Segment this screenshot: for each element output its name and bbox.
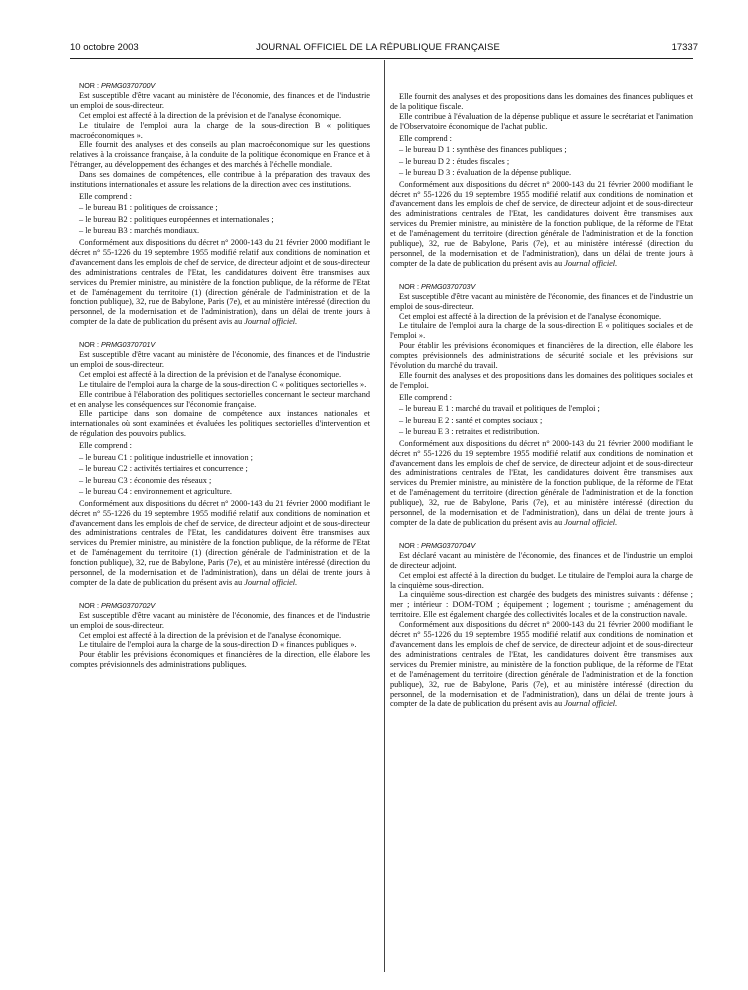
nor-reference: NOR : PRMG0370704V: [399, 540, 476, 550]
paragraph: La cinquième sous-direction est chargée des budgets des ministres suivants : défense ; mer ; intérieur : DOM-TOM ; équipement ; logement ; tourisme ; aménagement du territoire. Elle est également chargée des collectivités locales et de la construction navale.: [390, 590, 693, 620]
closing-paragraph: Conformément aux dispositions du décret n° 2000-143 du 21 février 2000 modifiant le décret n° 55-1226 du 19 septembre 1955 modifié relatif aux conditions de nomination et d'avancement dans les emplois de chef de service, de directeur adjoint et de sous-directeur des administrations centrales de l'Etat, les candidatures doivent être transmises aux services du Premier ministre, au ministère de la fonction publique, de la réforme de l'Etat et de l'aménagement du territoire (1) (direction générale de l'administration et de la fonction publique), 32, rue de Babylone, Paris (7e), et au ministère intéressé (direction du personnel, de la modernisation et de l'administration), dans un délai de trente jours à compter de la date de publication du présent avis au Journal officiel.: [70, 237, 370, 327]
list-item: – le bureau E 2 : santé et comptes sociaux ;: [399, 415, 543, 425]
paragraph: Dans ses domaines de compétences, elle contribue à la préparation des travaux des institutions internationales et assure les relations de la direction avec ces institutions.: [70, 170, 370, 190]
paragraph: Elle fournit des analyses et des propositions dans les domaines des politiques sociales et de l'emploi.: [390, 370, 693, 390]
journal-title: JOURNAL OFFICIEL DE LA RÉPUBLIQUE FRANÇAISE: [256, 42, 500, 53]
vacancy-notice-continued: [390, 92, 693, 269]
paragraph: Cet emploi est affecté à la direction de la prévision et de l'analyse économique.: [79, 630, 342, 640]
paragraph: Le titulaire de l'emploi aura la charge de la sous-direction B « politiques macroéconomiques ».: [70, 120, 370, 140]
page-header: [58, 42, 698, 56]
page-number: 17337: [671, 42, 698, 53]
column-divider: [384, 60, 385, 972]
list-item: – le bureau C1 : politique industrielle et innovation ;: [79, 452, 253, 462]
paragraph: Cet emploi est affecté à la direction de la prévision et de l'analyse économique.: [399, 311, 662, 321]
closing-paragraph: Conformément aux dispositions du décret n° 2000-143 du 21 février 2000 modifiant le décret n° 55-1226 du 19 septembre 1955 modifié relatif aux conditions de nomination et d'avancement dans les emplois de chef de service, de directeur adjoint et de sous-directeur des administrations centrales de l'Etat, les candidatures doivent être transmises aux services du Premier ministre, au ministère de la fonction publique, de la réforme de l'Etat et de l'aménagement du territoire (direction générale de l'administration et de la fonction publique), 32, rue de Babylone, Paris (7e), et au ministère intéressé (direction du personnel, de la modernisation et de l'administration), dans un délai de trente jours à compter de la date de publication du présent avis au Journal officiel.: [390, 620, 693, 709]
publication-date: 10 octobre 2003: [70, 42, 139, 53]
list-item: – le bureau B1 : politiques de croissance ;: [79, 203, 218, 213]
closing-paragraph: Conformément aux dispositions du décret n° 2000-143 du 21 février 2000 modifiant le décret n° 55-1226 du 19 septembre 1955 modifié relatif aux conditions de nomination et d'avancement dans les emplois de chef de service, de directeur adjoint et de sous-directeur des administrations centrales de l'Etat, les candidatures doivent être transmises aux services du Premier ministre, au ministère de la fonction publique, de la réforme de l'Etat et de l'aménagement du territoire (direction générale de l'administration et de la fonction publique), 32, rue de Babylone, Paris (7e), et au ministère intéressé (direction du personnel, de la modernisation et de l'administration), dans un délai de trente jours à compter de la date de publication du présent avis au Journal officiel.: [390, 179, 693, 268]
vacancy-notice: [390, 541, 693, 709]
paragraph: Elle contribue à l'évaluation de la dépense publique et assure le secrétariat et l'animation de l'Observatoire économique de l'achat public.: [390, 111, 693, 131]
paragraph: Le titulaire de l'emploi aura la charge de la sous-direction E « politiques sociales et de l'emploi ».: [390, 321, 693, 341]
comprend-label: Elle comprend :: [399, 133, 452, 143]
nor-reference: NOR : PRMG0370702V: [79, 600, 156, 610]
paragraph: Est déclaré vacant au ministère de l'économie, des finances et de l'industrie un emploi de directeur adjoint.: [390, 550, 693, 570]
paragraph: Est susceptible d'être vacant au ministère de l'économie, des finances et de l'industrie un emploi de sous-directeur.: [70, 350, 370, 369]
list-item: – le bureau D 2 : études fiscales ;: [399, 156, 510, 166]
paragraph: Est susceptible d'être vacant au ministère de l'économie, des finances et de l'industrie un emploi de sous-directeur.: [70, 90, 370, 110]
paragraph: Elle fournit des analyses et des conseils au plan macroéconomique sur les questions relatives à la croissance française, à la conduite de la politique économique en France et à l'étranger, au développement des échanges et des marchés à l'échelle mondiale.: [70, 140, 370, 170]
paragraph: Le titulaire de l'emploi aura la charge de la sous-direction C « politiques sectorielles ».: [79, 379, 367, 389]
list-item: – le bureau C3 : économie des réseaux ;: [79, 475, 212, 485]
paragraph: Elle contribue à l'élaboration des politiques sectorielles concernant le secteur marchand et en analyse les conséquences sur l'économie française.: [70, 389, 370, 409]
left-column: [70, 81, 370, 683]
paragraph: Pour établir les prévisions économiques et financières de la direction, elle élabore les comptes prévisionnels des administrations de sécurité sociale et les prévisions sur l'évolution du marché du travail.: [390, 341, 693, 371]
paragraph: Le titulaire de l'emploi aura la charge de la sous-direction D « finances publiques ».: [79, 640, 357, 650]
list-item: – le bureau C4 : environnement et agriculture.: [79, 487, 232, 497]
paragraph: Cet emploi est affecté à la direction du budget. Le titulaire de l'emploi aura la charge de la cinquième sous-direction.: [390, 570, 693, 590]
comprend-label: Elle comprend :: [79, 441, 132, 451]
list-item: – le bureau E 1 : marché du travail et politiques de l'emploi ;: [399, 404, 600, 414]
closing-paragraph: Conformément aux dispositions du décret n° 2000-143 du 21 février 2000 modifiant le décret n° 55-1226 du 19 septembre 1955 modifié relatif aux conditions de nomination et d'avancement dans les emplois de chef de service, de directeur adjoint et de sous-directeur des administrations centrales de l'Etat, les candidatures doivent être transmises aux services du Premier ministre, au ministère de la fonction publique, de la réforme de l'Etat et de l'aménagement du territoire (direction générale de l'administration et de la fonction publique), 32, rue de Babylone, Paris (7e), et au ministère intéressé (direction du personnel, de la modernisation et de l'administration), dans un délai de trente jours à compter de la date de publication du présent avis au Journal officiel.: [390, 438, 693, 527]
nor-reference: NOR : PRMG0370701V: [79, 340, 156, 350]
vacancy-notice: [70, 81, 370, 327]
list-item: – le bureau D 1 : synthèse des finances publiques ;: [399, 145, 567, 155]
vacancy-notice: [70, 601, 370, 670]
vacancy-notice: [390, 282, 693, 528]
list-item: – le bureau C2 : activités tertiaires et concurrence ;: [79, 464, 248, 474]
paragraph: Elle fournit des analyses et des propositions dans les domaines des finances publiques et de la politique fiscale.: [390, 92, 693, 111]
paragraph: Cet emploi est affecté à la direction de la prévision et de l'analyse économique.: [79, 110, 342, 120]
header-rule: [70, 58, 693, 59]
comprend-label: Elle comprend :: [399, 392, 452, 402]
paragraph: Est susceptible d'être vacant au ministère de l'économie, des finances et de l'industrie un emploi de sous-directeur.: [390, 291, 693, 311]
paragraph: Est susceptible d'être vacant au ministère de l'économie, des finances et de l'industrie un emploi de sous-directeur.: [70, 610, 370, 630]
nor-reference: NOR : PRMG0370700V: [79, 81, 156, 90]
nor-reference: NOR : PRMG0370703V: [399, 281, 476, 291]
vacancy-notice: [70, 340, 370, 588]
list-item: – le bureau B2 : politiques européennes et internationales ;: [79, 214, 274, 224]
closing-paragraph: Conformément aux dispositions du décret n° 2000-143 du 21 février 2000 modifiant le décret n° 55-1226 du 19 septembre 1955 modifié relatif aux conditions de nomination et d'avancement dans les emplois de chef de service, de directeur adjoint et de sous-directeur des administrations centrales de l'Etat, les candidatures doivent être transmises aux services du Premier ministre, au ministère de la fonction publique, de la réforme de l'Etat et de l'aménagement du territoire (1) (direction générale de l'administration et de la fonction publique), 32, rue de Babylone, Paris (7e), et au ministère intéressé (direction du personnel, de la modernisation et de l'administration), dans un délai de trente jours à compter de la date de publication du présent avis au Journal officiel.: [70, 498, 370, 587]
list-item: – le bureau B3 : marchés mondiaux.: [79, 226, 200, 236]
list-item: – le bureau E 3 : retraites et redistribution.: [399, 427, 540, 437]
comprend-label: Elle comprend :: [79, 191, 132, 201]
paragraph: Cet emploi est affecté à la direction de la prévision et de l'analyse économique.: [79, 369, 342, 379]
paragraph: Pour établir les prévisions économiques et financières de la direction, elle élabore les comptes prévisionnels des administrations publiques.: [70, 650, 370, 670]
right-column: [390, 92, 693, 722]
paragraph: Elle participe dans son domaine de compétence aux instances nationales et internationales où sont examinées et évaluées les politiques sectorielles d'intervention et de régulation des pouvoirs publics.: [70, 409, 370, 439]
list-item: – le bureau D 3 : évaluation de la dépense publique.: [399, 168, 572, 178]
